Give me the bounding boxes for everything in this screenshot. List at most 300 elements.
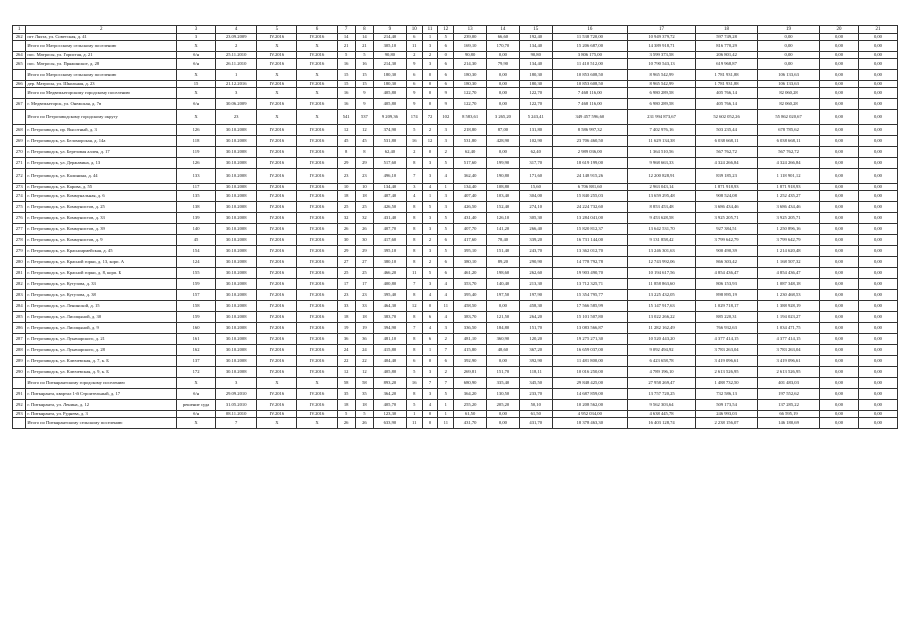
value-cell: 90,80 bbox=[519, 52, 552, 59]
table-row bbox=[13, 184, 898, 191]
value-cell: 13 362 012,70 bbox=[552, 246, 627, 257]
value-cell: 30.10.2008 bbox=[215, 136, 256, 147]
value-cell: 367,20 bbox=[519, 345, 552, 356]
value-cell: 0,00 bbox=[858, 81, 897, 88]
value-cell: 0,00 bbox=[820, 323, 859, 334]
value-cell: 138 bbox=[177, 202, 216, 213]
value-cell: 353,70 bbox=[454, 279, 487, 290]
column-number-cell: 7 bbox=[337, 26, 355, 34]
value-cell: 35 bbox=[337, 389, 355, 400]
value-cell: 4 bbox=[422, 400, 438, 411]
value-cell: 0,00 bbox=[820, 169, 859, 184]
value-cell: IV.2016 bbox=[257, 81, 297, 88]
value-cell: 30.10.2008 bbox=[215, 345, 256, 356]
value-cell: 0,00 bbox=[858, 99, 897, 110]
value-cell: 30.10.2008 bbox=[215, 301, 256, 312]
value-cell: 62,40 bbox=[454, 147, 487, 158]
value-cell: 0,00 bbox=[858, 213, 897, 224]
value-cell: 180,30 bbox=[454, 81, 487, 88]
address-cell: г. Петрозаводск, ул. Красной горки, д. 8, корп. Б bbox=[26, 268, 177, 279]
value-cell: 13 246 301,63 bbox=[628, 246, 696, 257]
value-cell: 7 bbox=[438, 345, 454, 356]
value-cell: 16 731 144,00 bbox=[552, 235, 627, 246]
value-cell: 158 bbox=[177, 301, 216, 312]
row-number-cell: 277 bbox=[13, 224, 26, 235]
value-cell: 264,20 bbox=[519, 312, 552, 323]
value-cell: 30.10.2008 bbox=[215, 367, 256, 378]
row-number-cell bbox=[13, 418, 26, 429]
value-cell: 0,00 bbox=[858, 389, 897, 400]
value-cell: IV.2016 bbox=[297, 158, 337, 169]
value-cell: 18 bbox=[337, 400, 355, 411]
value-cell: 0,00 bbox=[820, 418, 859, 429]
value-cell: 3 bbox=[422, 224, 438, 235]
value-cell: 404,40 bbox=[374, 356, 407, 367]
value-cell: 30.06.2009 bbox=[215, 99, 256, 110]
value-cell: 3 bbox=[438, 125, 454, 136]
value-cell: 3 783 263,04 bbox=[758, 345, 820, 356]
value-cell: 11 282 162,49 bbox=[628, 323, 696, 334]
value-cell: 26 bbox=[355, 224, 373, 235]
value-cell: 10 208 562,00 bbox=[552, 400, 627, 411]
value-cell: 5 bbox=[406, 400, 422, 411]
value-cell: 360,90 bbox=[487, 334, 520, 345]
value-cell: 0,00 bbox=[758, 59, 820, 70]
value-cell: 12 bbox=[355, 125, 373, 136]
value-cell: 8 bbox=[406, 312, 422, 323]
value-cell: 205,20 bbox=[487, 400, 520, 411]
value-cell: 62,40 bbox=[519, 147, 552, 158]
value-cell: 157 bbox=[177, 290, 216, 301]
value-cell: 0,00 bbox=[858, 279, 897, 290]
value-cell: 9 bbox=[438, 99, 454, 110]
value-cell: 30 bbox=[337, 235, 355, 246]
value-cell: IV.2016 bbox=[297, 367, 337, 378]
value-cell: 0,00 bbox=[820, 411, 859, 418]
value-cell: 6 bbox=[438, 356, 454, 367]
value-cell: IV.2016 bbox=[257, 301, 297, 312]
value-cell: 405 766,14 bbox=[696, 88, 758, 99]
value-cell: 17 bbox=[355, 279, 373, 290]
value-cell: 0,00 bbox=[820, 41, 859, 52]
address-cell: г. Петрозаводск, ул. Лисицыной, д. 30 bbox=[26, 312, 177, 323]
value-cell: 31.05.2010 bbox=[215, 400, 256, 411]
address-cell: пос. Матросы, ул. Гористая, д. 21 bbox=[26, 52, 177, 59]
value-cell: 8 965 542,99 bbox=[628, 70, 696, 81]
value-cell: 102,90 bbox=[519, 136, 552, 147]
value-cell: IV.2016 bbox=[297, 411, 337, 418]
subtotal-row bbox=[13, 88, 898, 99]
value-cell: IV.2016 bbox=[297, 290, 337, 301]
value-cell: 3 799 642,79 bbox=[758, 235, 820, 246]
value-cell: 1 250 896,16 bbox=[758, 224, 820, 235]
value-cell: 405,80 bbox=[374, 99, 407, 110]
value-cell: 0,00 bbox=[820, 389, 859, 400]
value-cell: 7 bbox=[406, 169, 422, 184]
value-cell: 1 bbox=[438, 411, 454, 418]
value-cell: 0,00 bbox=[858, 356, 897, 367]
value-cell: 517,60 bbox=[374, 158, 407, 169]
table-row bbox=[13, 169, 898, 184]
value-cell: 4 377 414,15 bbox=[758, 334, 820, 345]
value-cell: 464,30 bbox=[374, 301, 407, 312]
value-cell: 26 bbox=[337, 224, 355, 235]
address-cell: Итого по Матросскому сельскому поселению bbox=[26, 70, 177, 81]
value-cell: 0,00 bbox=[820, 34, 859, 41]
value-cell: 26.11.2010 bbox=[215, 59, 256, 70]
value-cell: 18 bbox=[337, 191, 355, 202]
value-cell: 117 bbox=[177, 184, 216, 191]
value-cell: 15 bbox=[337, 70, 355, 81]
value-cell: 25 bbox=[355, 202, 373, 213]
value-cell: 4 952 034,00 bbox=[552, 411, 627, 418]
value-cell: X bbox=[177, 378, 216, 389]
value-cell: 15 840 255,03 bbox=[552, 191, 627, 202]
value-cell: 141,20 bbox=[487, 224, 520, 235]
value-cell: 0,00 bbox=[820, 125, 859, 136]
value-cell: 407,40 bbox=[374, 191, 407, 202]
value-cell: 0,00 bbox=[820, 191, 859, 202]
value-cell: 0,00 bbox=[858, 184, 897, 191]
table-row bbox=[13, 213, 898, 224]
value-cell: 7 bbox=[422, 378, 438, 389]
value-cell: 12 bbox=[355, 367, 373, 378]
value-cell: X bbox=[257, 110, 297, 125]
value-cell: 239,00 bbox=[454, 34, 487, 41]
value-cell: 30.10.2008 bbox=[215, 356, 256, 367]
value-cell: 0,00 bbox=[487, 81, 520, 88]
value-cell: 0 bbox=[438, 52, 454, 59]
value-cell: 5 243,41 bbox=[519, 110, 552, 125]
housing-register-table bbox=[12, 25, 898, 429]
address-cell: дер. Матросы, ул. Школьная, д. 23 bbox=[26, 81, 177, 88]
value-cell: IV.2016 bbox=[297, 147, 337, 158]
value-cell: 4 bbox=[422, 290, 438, 301]
value-cell: 8 bbox=[406, 345, 422, 356]
table-row bbox=[13, 224, 898, 235]
value-cell: 0,00 bbox=[858, 400, 897, 411]
value-cell: 2 bbox=[438, 147, 454, 158]
table-row bbox=[13, 52, 898, 59]
value-cell: 21.12.2016 bbox=[215, 81, 256, 88]
value-cell: 27 958 269,47 bbox=[628, 378, 696, 389]
value-cell: б/н bbox=[177, 99, 216, 110]
value-cell: 23 bbox=[355, 169, 373, 184]
table-row bbox=[13, 400, 898, 411]
value-cell: 290,90 bbox=[519, 257, 552, 268]
value-cell: 190,80 bbox=[487, 169, 520, 184]
table-row bbox=[13, 99, 898, 110]
value-cell: 9 209,36 bbox=[374, 110, 407, 125]
value-cell: решение суда bbox=[177, 400, 216, 411]
value-cell: 5 bbox=[438, 246, 454, 257]
value-cell: 0,00 bbox=[858, 411, 897, 418]
value-cell: 23 bbox=[355, 290, 373, 301]
value-cell: IV.2016 bbox=[257, 213, 297, 224]
column-number-cell: 12 bbox=[438, 26, 454, 34]
value-cell: 124 bbox=[177, 257, 216, 268]
value-cell: 197,90 bbox=[519, 290, 552, 301]
value-cell: 0,00 bbox=[858, 52, 897, 59]
value-cell: 1 871 918,93 bbox=[696, 184, 758, 191]
value-cell: 0,00 bbox=[858, 312, 897, 323]
value-cell: 13 284 041,00 bbox=[552, 213, 627, 224]
value-cell: 10 520 443,20 bbox=[628, 334, 696, 345]
value-cell: 458,50 bbox=[454, 301, 487, 312]
value-cell: 152,40 bbox=[487, 202, 520, 213]
value-cell: 11 bbox=[406, 41, 422, 52]
row-number-cell: 291 bbox=[13, 389, 26, 400]
value-cell: 246 993,03 bbox=[696, 411, 758, 418]
value-cell: 30.10.2008 bbox=[215, 147, 256, 158]
value-cell: 30.10.2008 bbox=[215, 279, 256, 290]
value-cell: 1 214 620,48 bbox=[758, 246, 820, 257]
value-cell: 7 bbox=[406, 279, 422, 290]
value-cell: 52 602 052,26 bbox=[696, 110, 758, 125]
column-number-cell: 18 bbox=[696, 26, 758, 34]
address-cell: г. Петрозаводск, ул. Коммунистов, д. 9 bbox=[26, 235, 177, 246]
value-cell: 0,00 bbox=[820, 312, 859, 323]
value-cell: 893,20 bbox=[374, 378, 407, 389]
value-cell: 0,00 bbox=[820, 52, 859, 59]
value-cell: 15 bbox=[337, 81, 355, 88]
value-cell: 1 781 931,88 bbox=[696, 81, 758, 88]
value-cell: 1 034 471,75 bbox=[758, 323, 820, 334]
value-cell: 0 bbox=[422, 88, 438, 99]
value-cell: 8 bbox=[406, 202, 422, 213]
value-cell: 3 bbox=[215, 88, 256, 99]
value-cell: 9 bbox=[438, 88, 454, 99]
address-cell: г. Петрозаводск, ул. Ленинской, д. 15 bbox=[26, 301, 177, 312]
value-cell: 15 820 812,37 bbox=[552, 224, 627, 235]
value-cell: 0,00 bbox=[858, 202, 897, 213]
value-cell: IV.2016 bbox=[257, 323, 297, 334]
value-cell: 103,40 bbox=[487, 191, 520, 202]
value-cell: 1 252 435,27 bbox=[758, 191, 820, 202]
value-cell: 8 bbox=[406, 246, 422, 257]
value-cell: 0,00 bbox=[858, 246, 897, 257]
value-cell: 184,80 bbox=[487, 323, 520, 334]
value-cell: 1 bbox=[215, 70, 256, 81]
value-cell: 16 bbox=[337, 88, 355, 99]
value-cell: 130,50 bbox=[487, 389, 520, 400]
value-cell: 481,10 bbox=[454, 334, 487, 345]
value-cell: 0,00 bbox=[820, 110, 859, 125]
value-cell: 169,10 bbox=[454, 41, 487, 52]
value-cell: IV.2016 bbox=[297, 389, 337, 400]
value-cell: 11 481 800,00 bbox=[552, 356, 627, 367]
value-cell: IV.2016 bbox=[257, 34, 297, 41]
value-cell: 0,00 bbox=[820, 81, 859, 88]
value-cell: 417,60 bbox=[454, 235, 487, 246]
value-cell: 9 968 663,33 bbox=[628, 158, 696, 169]
value-cell: IV.2016 bbox=[257, 334, 297, 345]
value-cell: 336,50 bbox=[454, 323, 487, 334]
value-cell: 0,00 bbox=[820, 70, 859, 81]
value-cell: 16 403 128,74 bbox=[628, 418, 696, 429]
value-cell: 5 bbox=[438, 158, 454, 169]
value-cell: 16 bbox=[337, 99, 355, 110]
value-cell: 362,40 bbox=[454, 169, 487, 184]
value-cell: IV.2016 bbox=[297, 257, 337, 268]
value-cell: 12 bbox=[337, 367, 355, 378]
table-row bbox=[13, 345, 898, 356]
address-cell: Итого по Матросскому сельскому поселению bbox=[26, 41, 177, 52]
address-cell: г. Петрозаводск, ул. Коммунистов, д. 25 bbox=[26, 202, 177, 213]
value-cell: 0 bbox=[422, 356, 438, 367]
value-cell: 274,10 bbox=[519, 202, 552, 213]
value-cell: 4 bbox=[438, 279, 454, 290]
value-cell: 197 552,62 bbox=[758, 389, 820, 400]
value-cell: 19 bbox=[337, 323, 355, 334]
value-cell: 160 bbox=[177, 323, 216, 334]
value-cell: 27 bbox=[337, 257, 355, 268]
value-cell: 898 895,19 bbox=[696, 290, 758, 301]
value-cell: IV.2016 bbox=[257, 136, 297, 147]
row-number-cell: 287 bbox=[13, 334, 26, 345]
value-cell: 417,60 bbox=[374, 235, 407, 246]
value-cell: IV.2016 bbox=[257, 290, 297, 301]
row-number-cell: 279 bbox=[13, 246, 26, 257]
value-cell: 14 bbox=[337, 34, 355, 41]
value-cell: 0,00 bbox=[820, 257, 859, 268]
value-cell: 0,00 bbox=[487, 411, 520, 418]
address-cell: г. Петрозаводск, ул. Коммунальная, д. 6 bbox=[26, 191, 177, 202]
value-cell: 0,00 bbox=[758, 52, 820, 59]
row-number-cell bbox=[13, 88, 26, 99]
value-cell: 87,00 bbox=[487, 125, 520, 136]
table-row bbox=[13, 235, 898, 246]
value-cell: 4 854 436,47 bbox=[696, 268, 758, 279]
value-cell: 0,00 bbox=[820, 400, 859, 411]
value-cell: 17 bbox=[337, 279, 355, 290]
value-cell: 680,90 bbox=[454, 378, 487, 389]
value-cell: 122,70 bbox=[519, 99, 552, 110]
value-cell: 9 bbox=[406, 88, 422, 99]
value-cell: 16 bbox=[406, 378, 422, 389]
value-cell: 3 bbox=[406, 184, 422, 191]
value-cell: 140,40 bbox=[487, 279, 520, 290]
value-cell: 1 bbox=[438, 184, 454, 191]
row-number-cell: 272 bbox=[13, 169, 26, 184]
value-cell: 146 180,69 bbox=[758, 418, 820, 429]
value-cell: 1 194 023,27 bbox=[758, 312, 820, 323]
value-cell: 243,70 bbox=[519, 246, 552, 257]
value-cell: 0,00 bbox=[758, 41, 820, 52]
value-cell: 18 378 463,30 bbox=[552, 418, 627, 429]
value-cell: 13 757 720,25 bbox=[628, 389, 696, 400]
value-cell: 8 bbox=[406, 334, 422, 345]
subtotal-row bbox=[13, 418, 898, 429]
value-cell: 401 483,03 bbox=[758, 378, 820, 389]
value-cell: 10 016 250,00 bbox=[552, 367, 627, 378]
value-cell: 1 bbox=[422, 345, 438, 356]
column-number-cell: 5 bbox=[257, 26, 297, 34]
value-cell: 23.09.2009 bbox=[215, 34, 256, 41]
value-cell: 0,00 bbox=[820, 290, 859, 301]
value-cell: 3 686 434,46 bbox=[758, 202, 820, 213]
value-cell: 0,00 bbox=[820, 213, 859, 224]
value-cell: 4 bbox=[406, 191, 422, 202]
value-cell: 3 925 205,71 bbox=[758, 213, 820, 224]
value-cell: 6 980 289,58 bbox=[628, 99, 696, 110]
value-cell: 3 bbox=[438, 323, 454, 334]
value-cell: 0,00 bbox=[820, 184, 859, 191]
value-cell: 30.10.2008 bbox=[215, 158, 256, 169]
value-cell: 82 060,28 bbox=[758, 88, 820, 99]
value-cell: 11 629 134,38 bbox=[628, 136, 696, 147]
value-cell: 9 bbox=[406, 99, 422, 110]
value-cell: IV.2016 bbox=[257, 356, 297, 367]
value-cell: 0,00 bbox=[858, 125, 897, 136]
value-cell: IV.2016 bbox=[297, 345, 337, 356]
row-number-cell: 275 bbox=[13, 202, 26, 213]
value-cell: 383,70 bbox=[374, 312, 407, 323]
value-cell: IV.2016 bbox=[297, 312, 337, 323]
value-cell: 45 bbox=[355, 136, 373, 147]
value-cell: IV.2016 bbox=[297, 99, 337, 110]
value-cell: 4 bbox=[422, 323, 438, 334]
row-number-cell: 271 bbox=[13, 158, 26, 169]
value-cell: 151,40 bbox=[487, 246, 520, 257]
value-cell: 10 949 379,72 bbox=[628, 34, 696, 41]
value-cell: 3 bbox=[422, 279, 438, 290]
value-cell: 78,40 bbox=[487, 235, 520, 246]
value-cell: 400,80 bbox=[374, 279, 407, 290]
value-cell: 6 bbox=[438, 81, 454, 88]
value-cell: 0,00 bbox=[858, 290, 897, 301]
value-cell: 9 092 494,92 bbox=[628, 345, 696, 356]
value-cell: 0,00 bbox=[858, 323, 897, 334]
value-cell: 0,00 bbox=[820, 99, 859, 110]
value-cell: 0,00 bbox=[820, 224, 859, 235]
value-cell: 08.11.2010 bbox=[215, 411, 256, 418]
address-cell: г. Петрозаводск, ул. Красноармейская, д. 45 bbox=[26, 246, 177, 257]
row-number-cell: 276 bbox=[13, 213, 26, 224]
value-cell: 25 bbox=[337, 268, 355, 279]
table-row bbox=[13, 257, 898, 268]
value-cell: 0,00 bbox=[858, 147, 897, 158]
value-cell: 23 bbox=[215, 110, 256, 125]
value-cell: 14 687 859,00 bbox=[552, 389, 627, 400]
value-cell: 1 364 510,56 bbox=[628, 147, 696, 158]
value-cell: 214,30 bbox=[454, 59, 487, 70]
value-cell: 25 bbox=[337, 202, 355, 213]
address-cell: г. Петрозаводск, ул. Кутузова, д. 38 bbox=[26, 290, 177, 301]
address-cell: г. Петрозаводск, ул. Кутузова, д. 33 bbox=[26, 279, 177, 290]
value-cell: 537 bbox=[355, 110, 373, 125]
column-number-cell: 3 bbox=[177, 26, 216, 34]
value-cell: 415,80 bbox=[374, 345, 407, 356]
value-cell: 5 bbox=[355, 52, 373, 59]
value-cell: 12 200 828,91 bbox=[628, 169, 696, 184]
value-cell: 3 bbox=[422, 158, 438, 169]
value-cell: 9 562 303,64 bbox=[628, 400, 696, 411]
value-cell: 1 bbox=[438, 400, 454, 411]
value-cell: 151,70 bbox=[487, 367, 520, 378]
value-cell: 8 583,61 bbox=[454, 110, 487, 125]
value-cell: 82 060,28 bbox=[758, 99, 820, 110]
subtotal-row bbox=[13, 41, 898, 52]
value-cell: 0,00 bbox=[820, 378, 859, 389]
value-cell: 29 bbox=[337, 246, 355, 257]
row-number-cell bbox=[13, 378, 26, 389]
value-cell: 305,30 bbox=[519, 213, 552, 224]
value-cell: 123,30 bbox=[374, 411, 407, 418]
value-cell: 30.10.2008 bbox=[215, 169, 256, 184]
value-cell: 58 bbox=[337, 378, 355, 389]
value-cell: 0,00 bbox=[487, 356, 520, 367]
